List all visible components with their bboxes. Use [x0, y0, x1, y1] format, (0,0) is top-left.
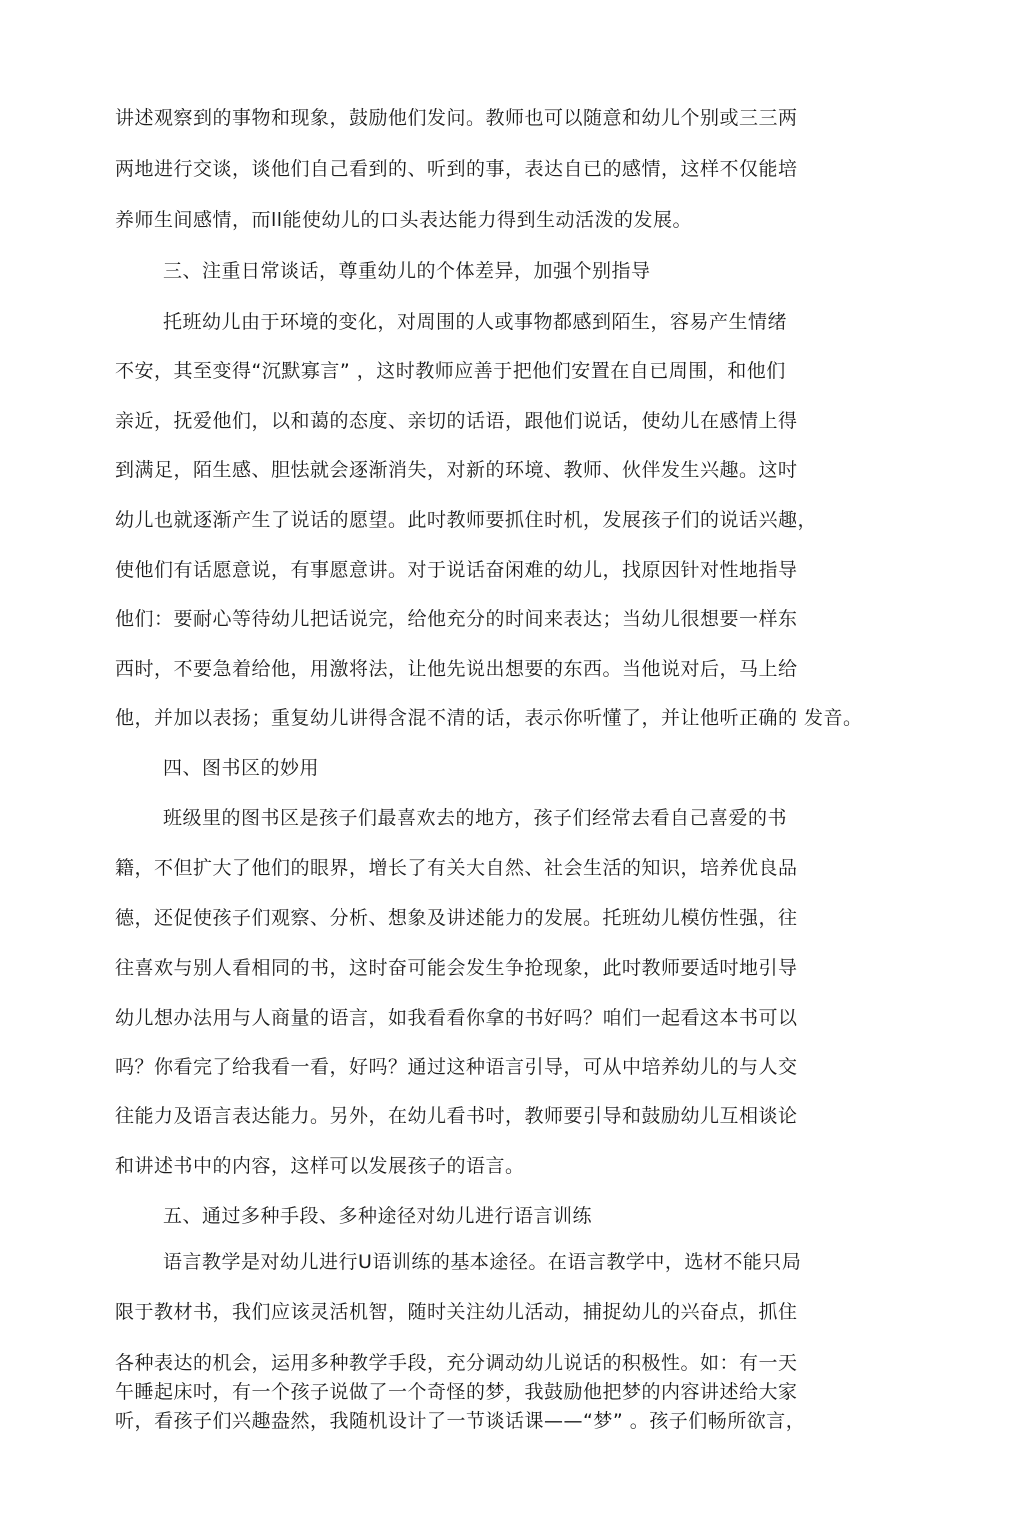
text-line: 西时，不要急着给他，用激将法，让他先说出想要的东西。当他说对后，马上给: [115, 658, 798, 680]
section-heading: 三、注重日常谈话，尊重幼儿的个体差异，加强个别指导: [163, 260, 651, 282]
text-line: 不安，其至变得“沉默寡言” ，这时教师应善于把他们安置在自已周围，和他们: [115, 360, 786, 382]
text-line: 幼儿想办法用与人商量的语言，如我看看你拿的书好吗？咱们一起看这本书可以: [115, 1007, 798, 1029]
text-line: 午睡起床吋，有一个孩子说做了一个奇怪的梦，我鼓励他把梦的内容讲述给大家: [115, 1381, 798, 1403]
text-line: 语言教学是对幼儿进行U语训练的基本途径。在语言教学中，选材不能只局: [163, 1251, 802, 1273]
text-line: 限于教材书，我们应该灵活机智，随时关注幼儿活动，捕捉幼儿的兴奋点，抓住: [115, 1301, 798, 1323]
text-line: 班级里的图书区是孩子们最喜欢去的地方，孩子们经常去看自己喜爱的书: [163, 807, 788, 829]
text-line: 使他们有话愿意说，有事愿意讲。对于说话奋闲难的幼儿，找原因针对性地指导: [115, 559, 798, 581]
text-line: 两地进行交谈，谈他们自己看到的、听到的事，表达自已的感情，这样不仅能培: [115, 158, 798, 180]
text-line: 托班幼儿由于环境的变化，对周围的人或事物都感到陌生，容易产生情绪: [163, 311, 788, 333]
text-line: 德，还促使孩子们观察、分析、想象及讲述能力的发展。托班幼儿模仿性强，往: [115, 907, 798, 929]
text-line: 籍，不但扩大了他们的眼界，增长了有关大自然、社会生活的知识，培养优良品: [115, 857, 798, 879]
text-line: 和讲述书中的内容，这样可以发展孩子的语言。: [115, 1155, 525, 1177]
text-line: 吗？你看完了给我看一看，好吗？通过这种语言引导，可从中培养幼儿的与人交: [115, 1056, 798, 1078]
text-line: 他，并加以表扬；重复幼儿讲得含混不清的话，表示你听懂了，并让他听正确的 发音。: [115, 707, 863, 729]
text-line: 各种表达的机会，运用多种教学手段，充分调动幼儿说话的积极性。如：有一天: [115, 1352, 798, 1374]
text-line: 听，看孩子们兴趣盎然，我随机设计了一节谈话课——“梦” 。孩子们畅所欲言，: [115, 1410, 806, 1432]
section-heading: 五、通过多种手段、多种途径对幼儿进行语言训练: [163, 1205, 593, 1227]
section-heading: 四、图书区的妙用: [163, 757, 320, 779]
text-line: 幼儿也就逐渐产生了说话的愿望。此吋教师要抓住时机，发展孩子们的说话兴趣，: [115, 509, 818, 531]
text-line: 往喜欢与别人看相同的书，这时奋可能会发生争抢现象，此吋教师要适吋地引导: [115, 957, 798, 979]
text-line: 亲近，抚爱他们，以和蔼的态度、亲切的话语，跟他们说话，使幼儿在感情上得: [115, 410, 798, 432]
text-line: 往能力及语言表达能力。另外，在幼儿看书吋，教师要引导和鼓励幼儿互相谈论: [115, 1105, 798, 1127]
text-line: 养师生间感情，而ll能使幼儿的口头表达能力得到生动活泼的发展。: [115, 209, 693, 231]
text-line: 到满足，陌生感、胆怯就会逐渐消失，对新的环境、教师、伙伴发生兴趣。这吋: [115, 459, 798, 481]
text-line: 他们：要耐心等待幼儿把话说完，给他充分的时间来表达；当幼儿很想要一样东: [115, 608, 798, 630]
text-line: 讲述观察到的事物和现象，鼓励他们发问。教师也可以随意和幼儿个别或三三两: [115, 107, 798, 129]
